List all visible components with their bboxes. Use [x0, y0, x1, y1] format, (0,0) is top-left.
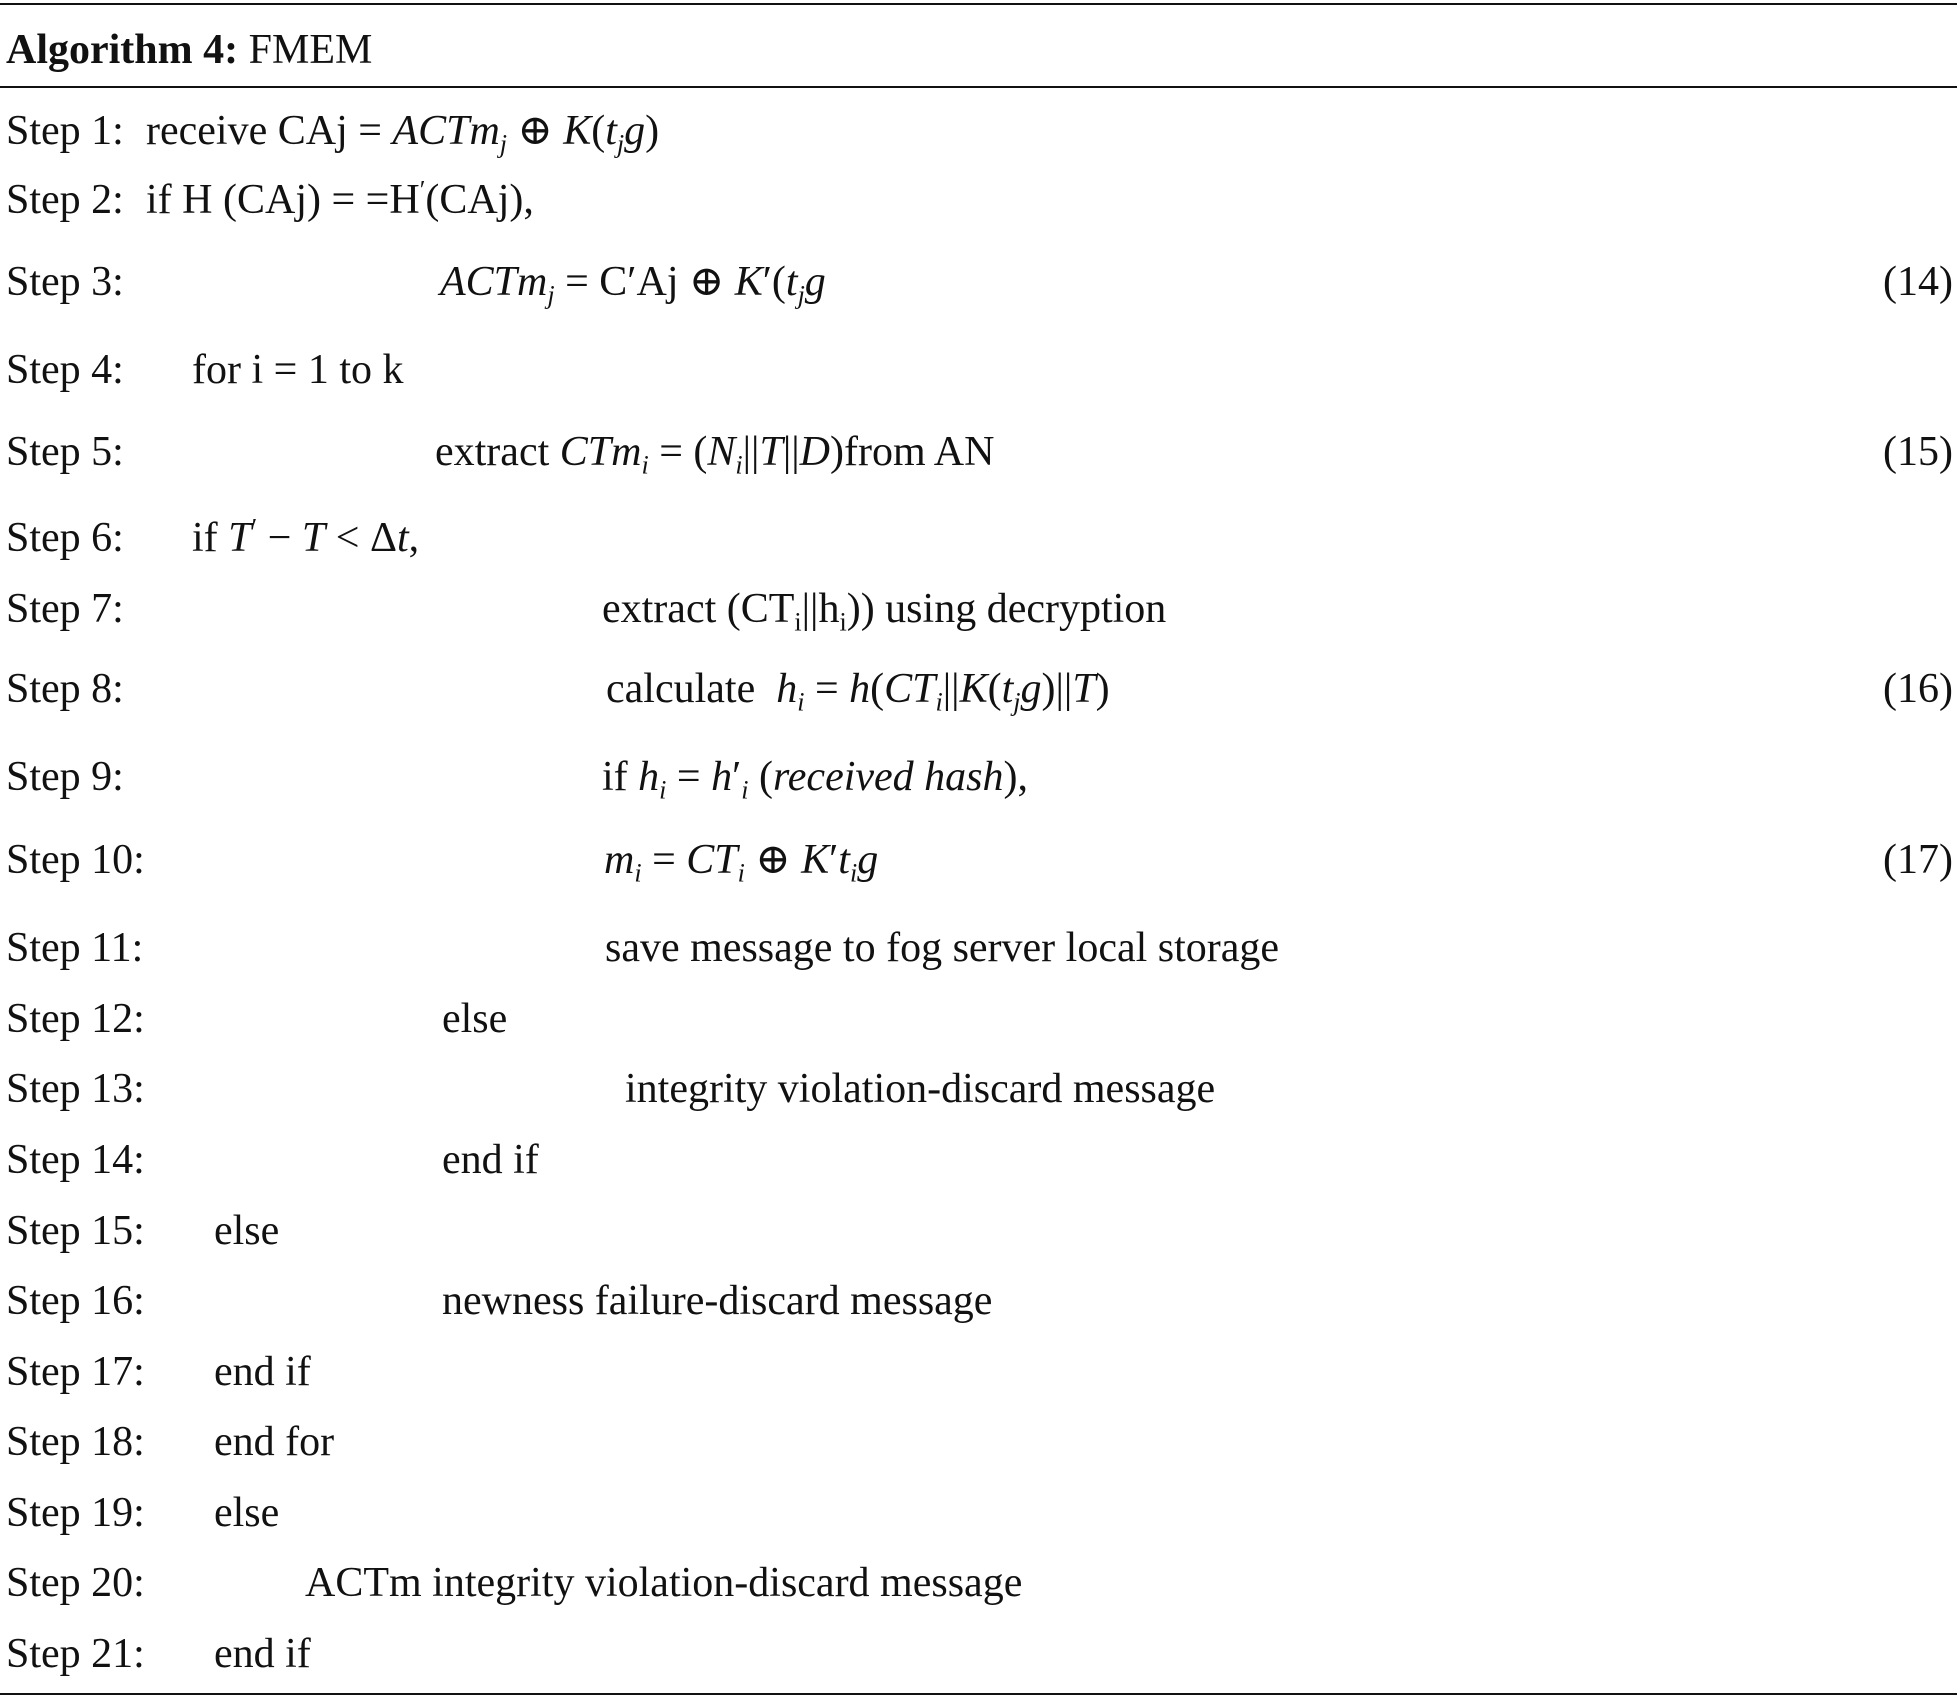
step-label: Step 8:	[6, 666, 124, 712]
step-14	[0, 1131, 1957, 1189]
step-label: Step 6:	[6, 515, 124, 561]
step-8	[0, 660, 1957, 718]
step-label: Step 14:	[6, 1137, 145, 1183]
step-16-content: newness failure-discard message	[442, 1278, 993, 1324]
step-label: Step 3:	[6, 259, 124, 305]
step-6-content: if T′ − T < Δt,	[192, 513, 420, 561]
step-5	[0, 423, 1957, 481]
step-label: Step 21:	[6, 1631, 145, 1677]
step-10-content: $m_i = CT_i$ ⊕ $K't_ig$	[604, 837, 879, 888]
header-rule	[0, 86, 1957, 88]
step-label: Step 20:	[6, 1560, 145, 1606]
step-3	[0, 253, 1957, 311]
step-label: Step 16:	[6, 1278, 145, 1324]
step-2-content: if H (CAj) = =H′(CAj),	[146, 175, 534, 223]
step-18-content: end for	[214, 1419, 335, 1465]
step-label: Step 2:	[6, 177, 124, 223]
step-15	[0, 1202, 1957, 1260]
step-13-content: integrity violation-discard message	[625, 1066, 1216, 1112]
equation-number-14: (14)	[1883, 259, 1953, 305]
step-label: Step 15:	[6, 1208, 145, 1254]
step-21-content: end if	[214, 1631, 311, 1677]
step-12	[0, 990, 1957, 1048]
equation-number-16: (16)	[1883, 666, 1953, 712]
step-15-content: else	[214, 1208, 280, 1254]
step-1	[0, 102, 1957, 160]
step-13	[0, 1060, 1957, 1118]
bottom-rule	[0, 1693, 1957, 1695]
step-1-content: receive CAj = ACTm$_j$ ⊕ $K(t_jg)$	[146, 108, 660, 159]
algorithm-name: FMEM	[248, 27, 373, 73]
step-label: Step 13:	[6, 1066, 145, 1112]
step-18	[0, 1413, 1957, 1471]
step-label: Step 17:	[6, 1349, 145, 1395]
step-20-content: ACTm integrity violation-discard message	[305, 1560, 1023, 1606]
step-6	[0, 509, 1957, 567]
step-9-content: if $h_i = h'_i$ (received hash),	[602, 754, 1029, 805]
step-20	[0, 1554, 1957, 1612]
step-11-content: save message to fog server local storage	[605, 925, 1280, 971]
step-label: Step 9:	[6, 754, 124, 800]
algorithm-title	[6, 22, 372, 78]
equation-number-17: (17)	[1883, 837, 1953, 883]
step-21	[0, 1625, 1957, 1683]
step-5-content: extract $CTm_i = (N_i||T||D)from$ AN	[435, 429, 995, 480]
step-17	[0, 1343, 1957, 1401]
step-17-content: end if	[214, 1349, 311, 1395]
step-label: Step 10:	[6, 837, 145, 883]
step-14-content: end if	[442, 1137, 539, 1183]
step-4-content: for i = 1 to k	[192, 347, 404, 393]
step-label: Step 19:	[6, 1490, 145, 1536]
step-16	[0, 1272, 1957, 1330]
step-9	[0, 748, 1957, 806]
step-3-content: ACTm$_j$ = C′Aj ⊕ $K'(t_jg$	[440, 259, 826, 310]
step-label: Step 4:	[6, 347, 124, 393]
step-7	[0, 580, 1957, 638]
step-label: Step 12:	[6, 996, 145, 1042]
step-4	[0, 341, 1957, 399]
step-11	[0, 919, 1957, 977]
equation-number-15: (15)	[1883, 429, 1953, 475]
step-12-content: else	[442, 996, 508, 1042]
step-label: Step 11:	[6, 925, 144, 971]
algorithm-number: Algorithm 4:	[6, 27, 239, 73]
step-2	[0, 171, 1957, 229]
step-label: Step 1:	[6, 108, 124, 154]
step-19	[0, 1484, 1957, 1542]
step-10	[0, 831, 1957, 889]
step-19-content: else	[214, 1490, 280, 1536]
top-rule	[0, 3, 1957, 5]
step-8-content: calculate $h_i = h(CT_i||K(t_jg)||T)$	[606, 666, 1110, 717]
step-label: Step 7:	[6, 586, 124, 632]
step-label: Step 5:	[6, 429, 124, 475]
step-7-content: extract $(CT_i||h_i)$) using decryption	[602, 586, 1167, 637]
step-label: Step 18:	[6, 1419, 145, 1465]
